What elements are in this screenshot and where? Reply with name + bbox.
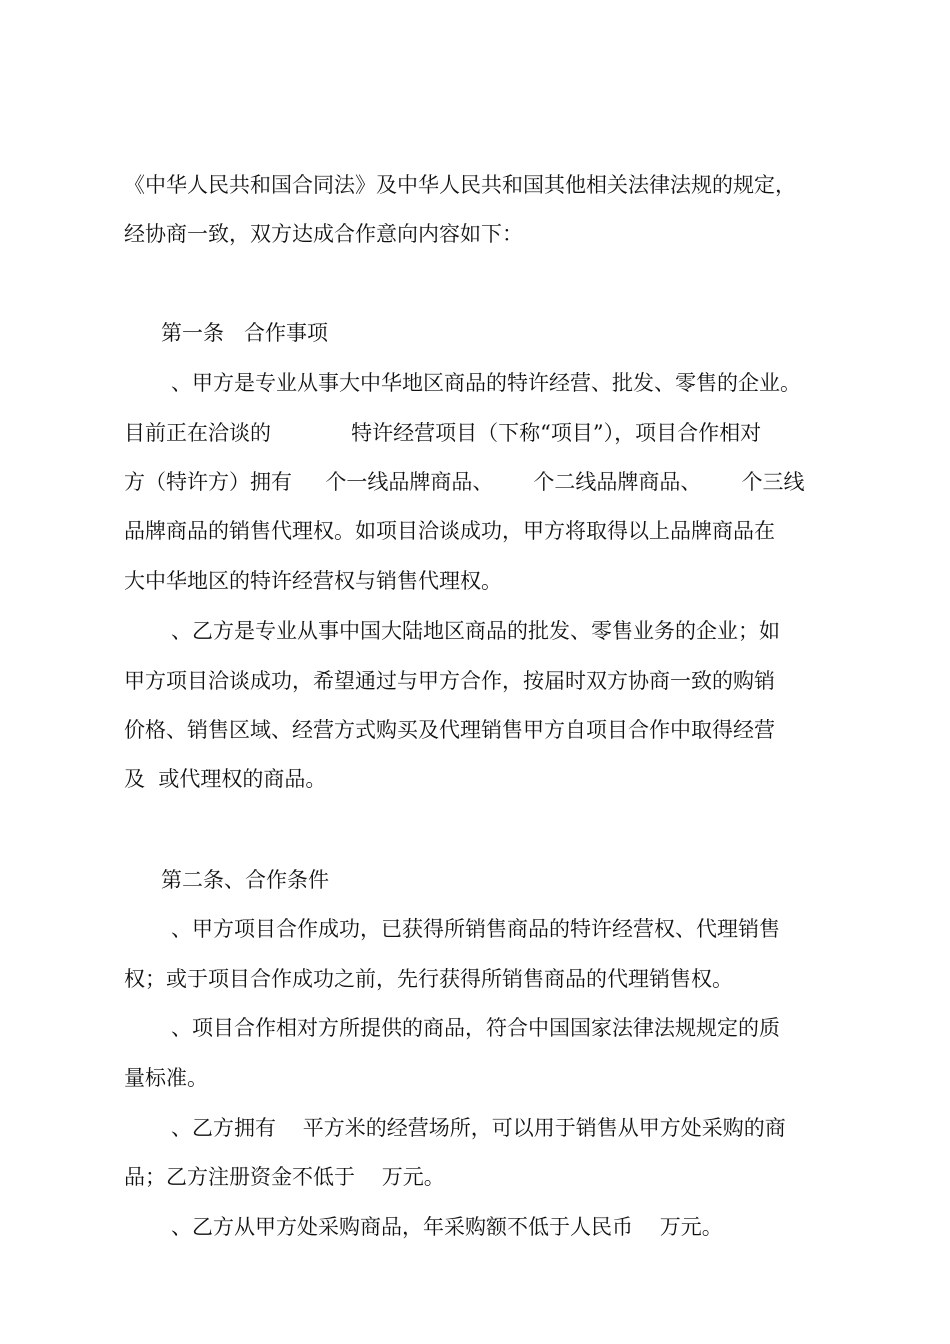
intro-line-2: 经协商一致，双方达成合作意向内容如下： <box>124 222 523 246</box>
article-2-p4-line-1: 、乙方从甲方处采购商品，年采购额不低于人民币 万元。 <box>171 1215 723 1239</box>
intro-line-1: 《中华人民共和国合同法》及中华人民共和国其他相关法律法规的规定， <box>124 173 796 197</box>
article-1-p1-line-4: 品牌商品的销售代理权。如项目洽谈成功，甲方将取得以上品牌商品在 <box>124 519 775 543</box>
article-2-p1-line-2: 权；或于项目合作成功之前，先行获得所销售商品的代理销售权。 <box>124 967 733 991</box>
article-2-p3-line-1: 、乙方拥有 平方米的经营场所，可以用于销售从甲方处采购的商 <box>171 1116 786 1140</box>
article-2-p2-line-2: 量标准。 <box>124 1066 208 1090</box>
article-1-heading: 第一条 合作事项 <box>161 321 329 345</box>
article-2-heading: 第二条、合作条件 <box>161 868 329 892</box>
article-2-p3-line-2: 品；乙方注册资金不低于 万元。 <box>124 1165 445 1189</box>
article-1-p1-line-5: 大中华地区的特许经营权与销售代理权。 <box>124 569 502 593</box>
article-1-p2-line-1: 、乙方是专业从事中国大陆地区商品的批发、零售业务的企业；如 <box>171 619 780 643</box>
article-1-p1-line-2: 目前正在洽谈的 特许经营项目（下称“项目”），项目合作相对 <box>124 421 762 445</box>
article-2-p1-line-1: 、甲方项目合作成功，已获得所销售商品的特许经营权、代理销售 <box>171 917 780 941</box>
article-1-p2-line-3: 价格、销售区域、经营方式购买及代理销售甲方自项目合作中取得经营 <box>124 718 775 742</box>
article-1-p2-line-2: 甲方项目洽谈成功，希望通过与甲方合作，按届时双方协商一致的购销 <box>124 669 775 693</box>
article-1-p1-line-1: 、甲方是专业从事大中华地区商品的特许经营、批发、零售的企业。 <box>171 371 801 395</box>
article-1-p1-line-3: 方（特许方）拥有 个一线品牌商品、 个二线品牌商品、 个三线 <box>124 470 805 494</box>
article-1-p2-line-4: 及 或代理权的商品。 <box>124 767 327 791</box>
article-2-p2-line-1: 、项目合作相对方所提供的商品，符合中国国家法律法规规定的质 <box>171 1016 780 1040</box>
